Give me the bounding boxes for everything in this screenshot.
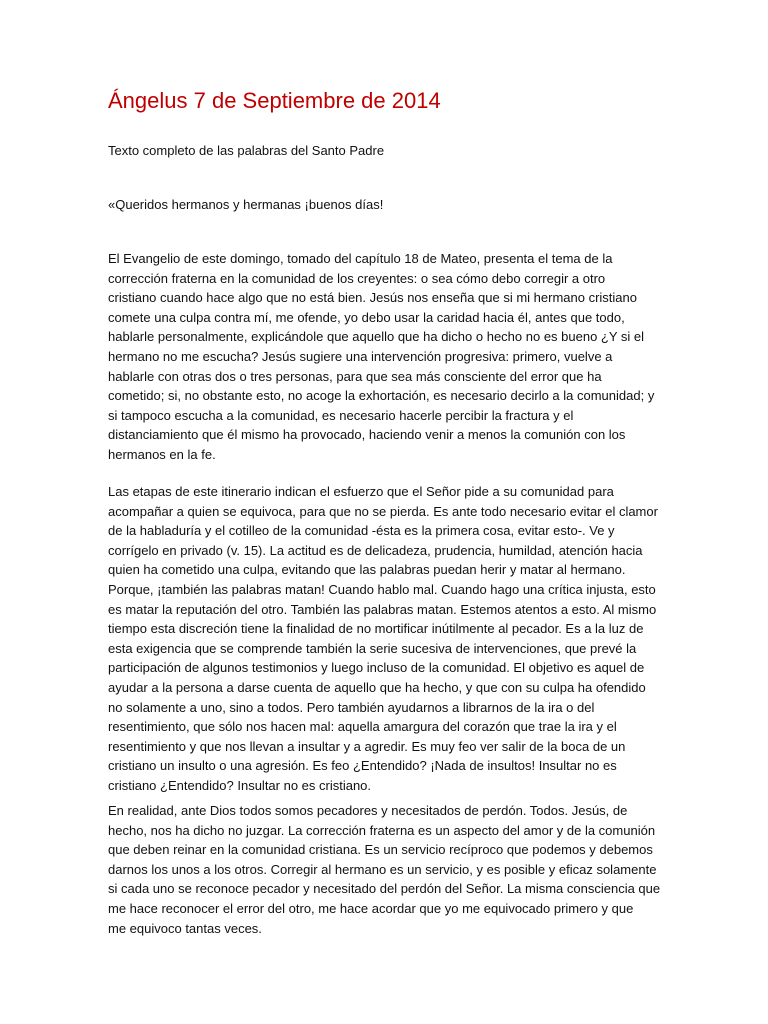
paragraph-line: hermano no me escucha? Jesús sugiere una intervención progresiva: primero, vuelve a [108, 348, 613, 364]
paragraph-3 [108, 801, 668, 938]
paragraph-line: si cada uno se reconoce pecador y necesitado del perdón del Señor. La misma consciencia que [108, 881, 661, 897]
paragraph-line: darnos los unos a los otros. Corregir al hermano es un servicio, y es posible y eficaz solamente [108, 861, 657, 877]
paragraph-line: me equivoco tantas veces. [108, 920, 262, 936]
paragraph-line: esta exigencia que se comprende también la serie sucesiva de intervenciones, que prevé la [108, 640, 637, 656]
paragraph-2 [108, 482, 668, 796]
paragraph-line: cometido; si, no obstante esto, no acoge la exhortación, es necesario decirlo a la comunidad; y [108, 388, 655, 404]
paragraph-line: ayudar a la persona a darse cuenta de aquello que ha hecho, y que con su culpa ha ofendido [108, 679, 646, 695]
paragraph-line: acompañar a quien se equivoca, para que no se pierda. Es ante todo necesario evitar el clamor [108, 503, 658, 519]
paragraph-line: de la habladuría y el cotilleo de la comunidad -ésta es la primera cosa, evitar esto-. Ve y [108, 523, 615, 539]
paragraph-line: hablarle con otras dos o tres personas, para que sea más consciente del error que ha [108, 368, 602, 384]
paragraph-line: cristiano ¿Entendido? Insultar no es cristiano. [108, 777, 372, 793]
paragraph-line: es matar la reputación del otro. También las palabras matan. Estemos atentos a esto. Al mismo [108, 601, 657, 617]
document-title: Ángelus 7 de Septiembre de 2014 [108, 88, 441, 113]
paragraph-line: resentimiento y que nos llevan a insultar y a agredir. Es muy feo ver salir de la boca de un [108, 738, 626, 754]
paragraph-line: comete una culpa contra mí, me ofende, yo debo usar la caridad hacia él, antes que todo, [108, 309, 625, 325]
paragraph-line: corrección fraterna en la comunidad de los creyentes: o sea cómo debo corregir a otro [108, 270, 606, 286]
document-subtitle: Texto completo de las palabras del Santo Padre [108, 143, 385, 158]
greeting-line: «Queridos hermanos y hermanas ¡buenos días! [108, 197, 384, 212]
paragraph-line: Porque, ¡también las palabras matan! Cuando hablo mal. Cuando hago una crítica injusta, esto [108, 581, 656, 597]
paragraph-line: tiempo esta discreción tiene la finalidad de no mortificar inútilmente al pecador. Es a la luz de [108, 621, 644, 637]
paragraph-line: hecho, nos ha dicho no juzgar. La corrección fraterna es un aspecto del amor y de la comunión [108, 822, 656, 838]
paragraph-line: si tampoco escucha a la comunidad, es necesario hacerle percibir la fractura y el [108, 407, 574, 423]
paragraph-line: resentimiento, que sólo nos hacen mal: aquella amargura del corazón que trae la ira y el [108, 719, 617, 735]
paragraph-line: no solamente a uno, sino a todos. Pero también ayudarnos a librarnos de la ira o del [108, 699, 595, 715]
paragraph-line: distanciamiento que él mismo ha provocado, haciendo venir a menos la comunión con los [108, 427, 626, 443]
paragraph-line: cristiano cuando hace algo que no está bien. Jesús nos enseña que si mi hermano cristiano [108, 290, 637, 306]
paragraph-line: que deben reinar en la comunidad cristiana. Es un servicio recíproco que podemos y debemos [108, 842, 653, 858]
paragraph-line: participación de algunos testimonios y luego incluso de la comunidad. El objetivo es aquel de [108, 660, 645, 676]
paragraph-line: En realidad, ante Dios todos somos pecadores y necesitados de perdón. Todos. Jesús, de [108, 803, 628, 818]
paragraph-line: me hace reconocer el error del otro, me hace acordar que yo me equivocado primero y que [108, 900, 634, 916]
paragraph-line: quien ha cometido una culpa, evitando que las palabras puedan herir y matar al hermano. [108, 562, 626, 578]
paragraph-line: hablarle personalmente, explicándole que aquello que ha dicho o hecho no es bueno ¿Y si el [108, 329, 645, 345]
paragraph-1 [108, 249, 668, 465]
paragraph-line: cristiano un insulto o una agresión. Es feo ¿Entendido? ¡Nada de insultos! Insultar no es [108, 758, 617, 774]
paragraph-line: hermanos en la fe. [108, 446, 216, 462]
paragraph-line: corrígelo en privado (v. 15). La actitud es de delicadeza, prudencia, humildad, atención hacia [108, 542, 643, 558]
paragraph-line: Las etapas de este itinerario indican el esfuerzo que el Señor pide a su comunidad para [108, 484, 614, 499]
paragraph-line: El Evangelio de este domingo, tomado del capítulo 18 de Mateo, presenta el tema de la [108, 251, 613, 266]
